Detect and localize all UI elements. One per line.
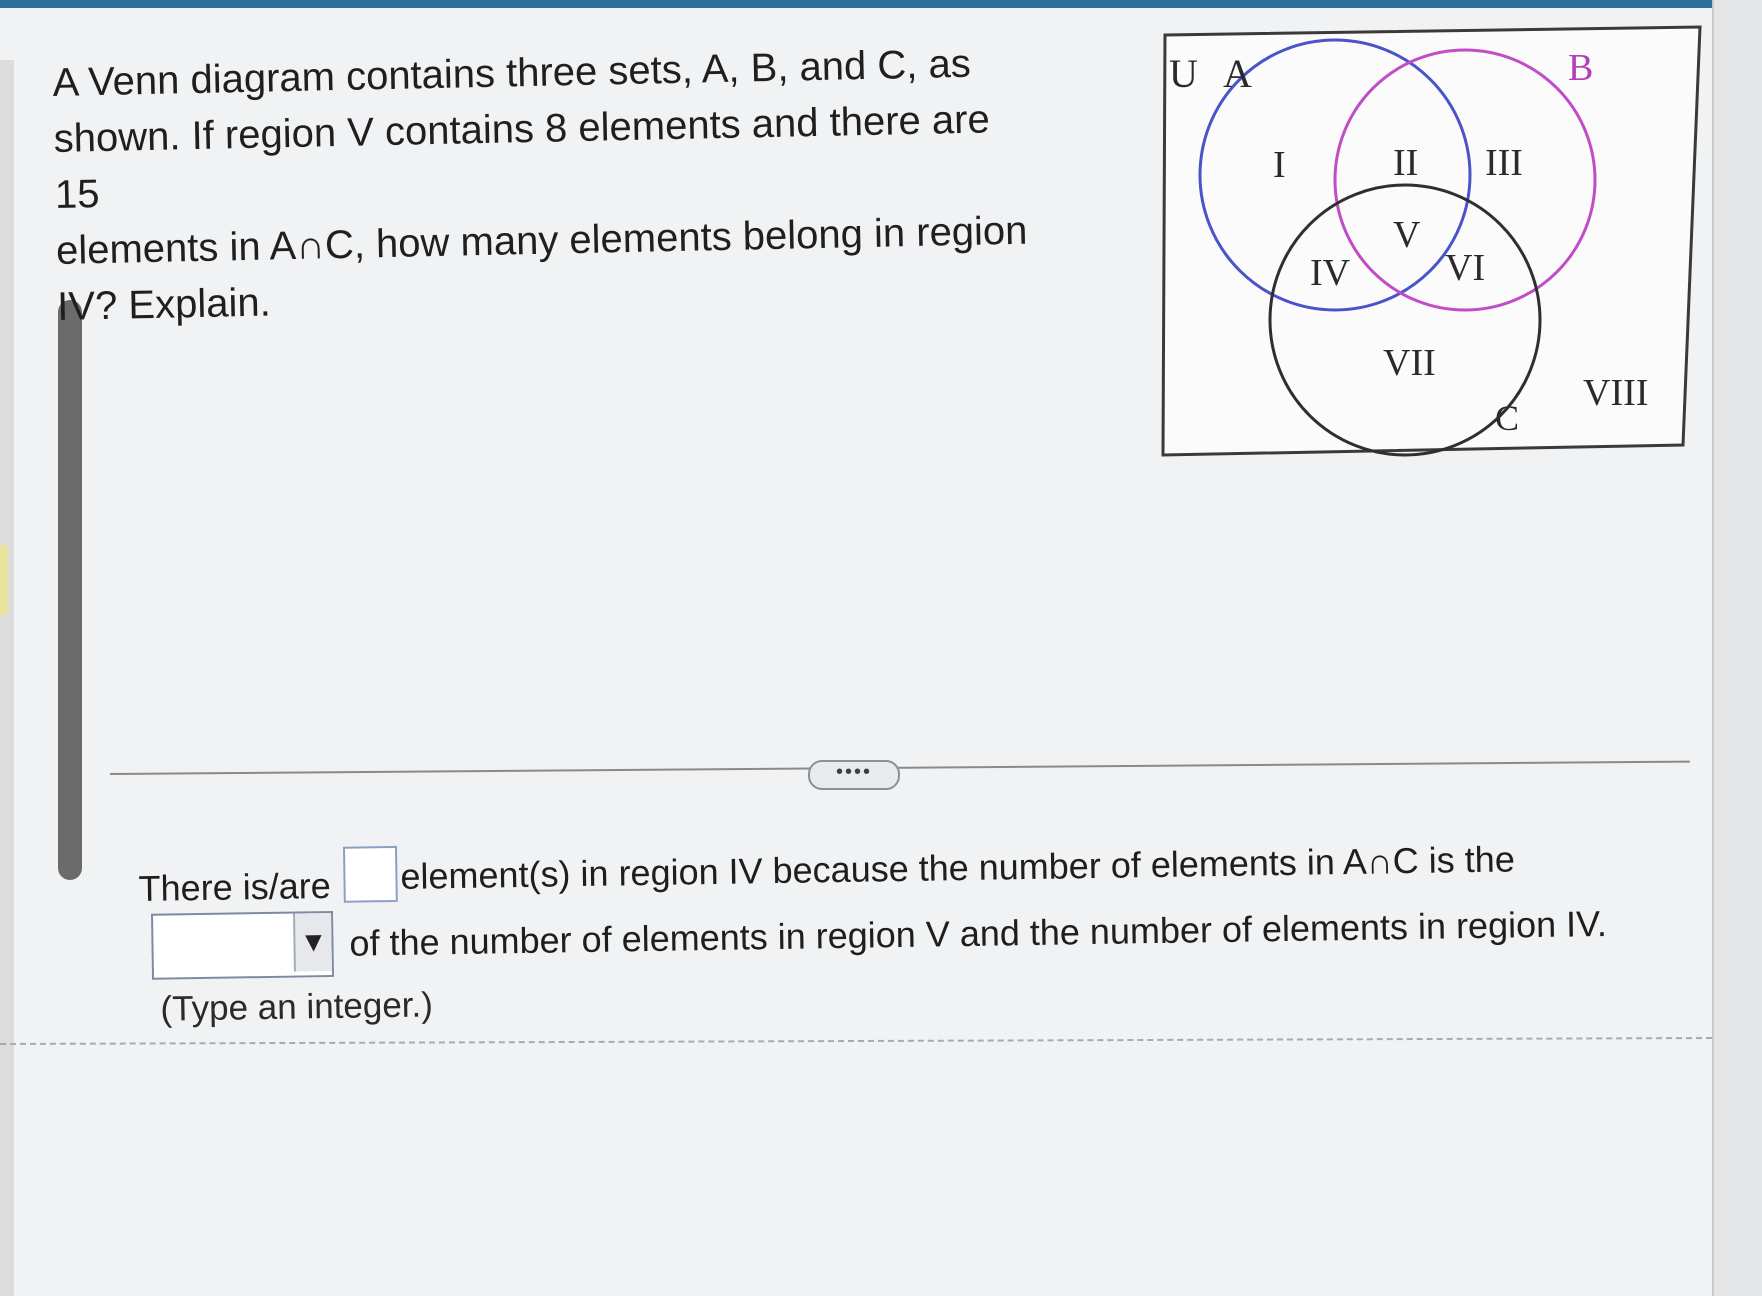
region-label-vii: VII — [1383, 342, 1436, 384]
scrollbar-thumb[interactable] — [58, 300, 82, 880]
region-label-vi: VI — [1445, 247, 1486, 289]
question-line: shown. If region V contains 8 elements and there are 15 — [53, 97, 991, 217]
relation-dropdown[interactable] — [151, 911, 334, 980]
question-text — [52, 34, 1038, 334]
answer-prefix-text: There is/are — [138, 864, 331, 909]
dropdown-arrow-icon[interactable]: ▼ — [293, 913, 332, 972]
right-panel-edge — [1712, 0, 1762, 1296]
input-hint: (Type an integer.) — [160, 985, 434, 1029]
answer-line2-text: of the number of elements in region V and the number of elements in region IV. — [349, 902, 1608, 964]
set-b-label: B — [1568, 47, 1594, 89]
venn-diagram — [1155, 25, 1715, 465]
answer-area — [138, 826, 1658, 1029]
region-label-iii: III — [1485, 142, 1523, 184]
answer-line1-text: element(s) in region IV because the number of elements in A∩C is the — [400, 838, 1516, 897]
left-highlight-marker — [0, 545, 8, 615]
question-line: elements in A∩C, how many elements belong in region — [55, 208, 1028, 273]
top-strip — [0, 0, 1762, 8]
region-label-viii: VIII — [1583, 372, 1649, 414]
bottom-dotted-separator — [0, 1037, 1712, 1045]
region-label-ii: II — [1393, 142, 1419, 184]
region-label-iv: IV — [1310, 252, 1351, 294]
left-scroll-track — [0, 60, 14, 1296]
universe-label: U — [1169, 51, 1198, 96]
set-a-label: A — [1223, 51, 1252, 96]
question-line: IV? Explain. — [56, 280, 272, 329]
more-button[interactable]: •••• — [808, 760, 900, 790]
question-line: A Venn diagram contains three sets, A, B, and C, as — [52, 41, 972, 105]
answer-number-input[interactable] — [343, 846, 398, 903]
region-label-v: V — [1393, 214, 1421, 256]
region-label-i: I — [1273, 144, 1286, 186]
set-c-label: C — [1495, 398, 1520, 438]
